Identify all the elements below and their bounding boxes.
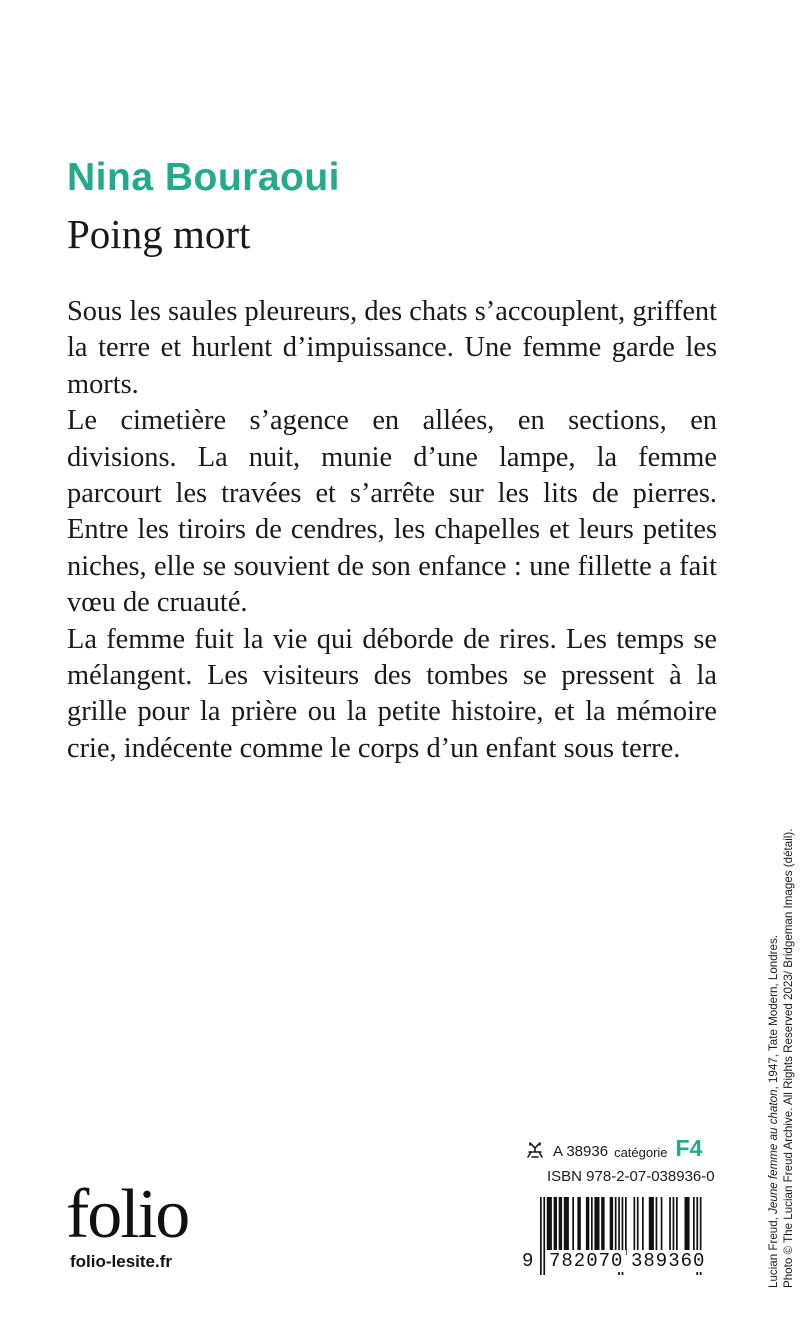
blurb-paragraph: La femme fuit la vie qui déborde de rires. Les temps se mélangent. Les visiteurs des tombes se pressent à la grille pour la prière ou la petite histoire, et la mémoire crie, indécente comme le corps d’un enfant sous terre. <box>67 623 717 764</box>
barcode-digits <box>522 1246 718 1278</box>
barcode-right-group: 389360 <box>628 1250 708 1272</box>
blurb <box>67 294 717 767</box>
blurb-paragraph: Le cimetière s’agence en allées, en sections, en divisions. La nuit, munie d’une lampe, la femme parcourt les travées et s’arrête sur les lits de pierres. Entre les tiroirs de cendres, les chapelles et leurs petites niches, elle se souvient de son enfance : une fillette a fait vœu de cruauté. <box>67 405 717 619</box>
catalog-code <box>525 1134 715 1160</box>
catalog-number: A 38936 <box>553 1143 609 1160</box>
publisher-website: folio-lesite.fr <box>70 1252 173 1271</box>
blurb-paragraph: Sous les saules pleureurs, des chats s’accouplent, griffent la terre et hurlent d’impuissance. Une femme garde les morts. <box>67 296 717 400</box>
category-value: F4 <box>675 1135 703 1161</box>
artwork-title: Jeune femme au chaton <box>767 1089 780 1214</box>
credit-line-2: Photo © The Lucian Freud Archive. All Rights Reserved 2023/ Bridgeman Images (détail). <box>782 828 795 1288</box>
author-name: Nina Bouraoui <box>67 156 341 199</box>
credit-line-1: Lucian Freud, Jeune femme au chaton, 1947, Tate Modern, Londres. <box>767 935 780 1288</box>
category-label: catégorie <box>614 1145 668 1160</box>
barcode-left-group: 782070 <box>546 1250 626 1272</box>
book-title: Poing mort <box>67 211 251 257</box>
barcode <box>522 1197 718 1277</box>
folio-logo: folio <box>66 1176 189 1253</box>
publisher-mark-icon <box>525 1140 545 1160</box>
image-credit <box>766 668 796 1288</box>
isbn: ISBN 978-2-07-038936-0 <box>547 1168 715 1185</box>
barcode-first-digit: 9 <box>522 1250 534 1272</box>
